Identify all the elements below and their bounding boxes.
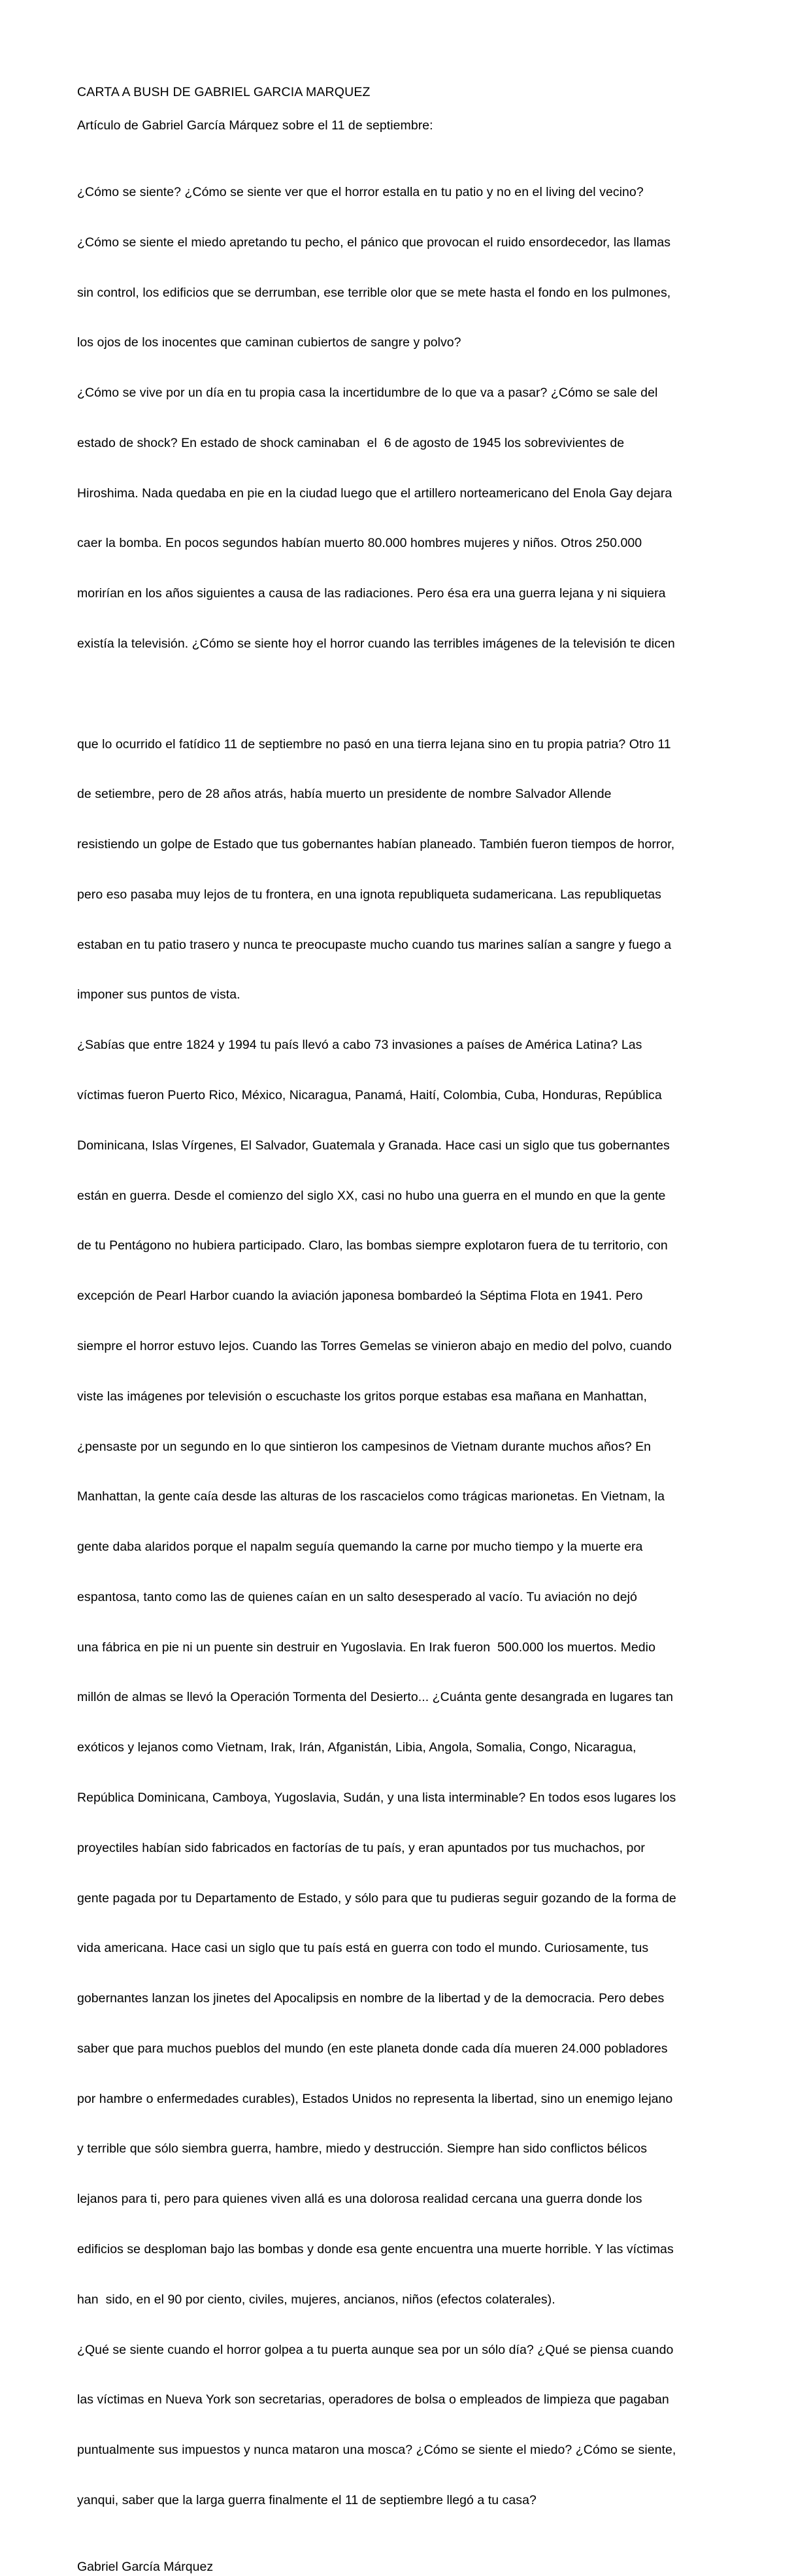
text-line: siempre el horror estuvo lejos. Cuando las Torres Gemelas se vinieron abajo en medio del polvo, cuando [77, 1338, 672, 1353]
text-line: lejanos para ti, pero para quienes viven allá es una dolorosa realidad cercana una guerra donde los [77, 2192, 642, 2207]
author-signature: Gabriel García Márquez [77, 2560, 214, 2575]
text-line: ¿Qué se siente cuando el horror golpea a tu puerta aunque sea por un sólo día? ¿Qué se piensa cuando [77, 2342, 674, 2357]
text-line: proyectiles habían sido fabricados en factorías de tu país, y eran apuntados por tus muchachos, por [77, 1840, 645, 1855]
text-line: excepción de Pearl Harbor cuando la aviación japonesa bombardeó la Séptima Flota en 1941. Pero [77, 1289, 643, 1304]
text-line: víctimas fueron Puerto Rico, México, Nicaragua, Panamá, Haití, Colombia, Cuba, Honduras, República [77, 1088, 662, 1103]
subtitle-spacer [77, 134, 734, 151]
text-line: viste las imágenes por televisión o escuchaste los gritos porque estabas esa mañana en Manhattan, [77, 1389, 648, 1404]
text-line: República Dominicana, Camboya, Yugoslavia, Sudán, y una lista interminable? En todos esos lugares los [77, 1790, 676, 1805]
text-line: gente daba alaridos porque el napalm seguía quemando la carne por mucho tiempo y la muerte era [77, 1540, 643, 1555]
text-line: morirían en los años siguientes a causa de las radiaciones. Pero ésa era una guerra lejana y ni siquiera [77, 586, 666, 601]
document-subtitle: Artículo de Gabriel García Márquez sobre el 11 de septiembre: [77, 118, 433, 133]
text-line: una fábrica en pie ni un puente sin destruir en Yugoslavia. En Irak fueron 500.000 los muertos. Medio [77, 1640, 655, 1655]
text-line: estaban en tu patio trasero y nunca te preocupaste mucho cuando tus marines salían a sangre y fuego a [77, 937, 672, 952]
text-line: sin control, los edificios que se derrumban, ese terrible olor que se mete hasta el fondo en los pulmones, [77, 285, 671, 300]
paragraph-spacer [77, 686, 734, 703]
text-line: ¿pensaste por un segundo en lo que sintieron los campesinos de Vietnam durante muchos años? En [77, 1439, 652, 1454]
text-line: por hambre o enfermedades curables), Estados Unidos no representa la libertad, sino un enemigo lejano [77, 2091, 673, 2106]
text-line: gente pagada por tu Departamento de Estado, y sólo para que tu pudieras seguir gozando de la forma de [77, 1891, 676, 1906]
text-line: espantosa, tanto como las de quienes caían en un salto desesperado al vacío. Tu aviación no dejó [77, 1589, 637, 1604]
text-line: estado de shock? En estado de shock caminaban el 6 de agosto de 1945 los sobrevivientes de [77, 435, 625, 450]
text-line: puntualmente sus impuestos y nunca mataron una mosca? ¿Cómo se siente el miedo? ¿Cómo se siente, [77, 2443, 676, 2458]
signature-spacer [77, 2543, 734, 2560]
text-line: imponer sus puntos de vista. [77, 987, 240, 1002]
text-line: Manhattan, la gente caía desde las alturas de los rascacielos como trágicas marionetas. En Vietnam, la [77, 1489, 665, 1504]
text-line: han sido, en el 90 por ciento, civiles, mujeres, ancianos, niños (efectos colaterales). [77, 2292, 555, 2307]
text-line: de tu Pentágono no hubiera participado. Claro, las bombas siempre explotaron fuera de tu territorio, con [77, 1238, 668, 1253]
text-line: Hiroshima. Nada quedaba en pie en la ciudad luego que el artillero norteamericano del Enola Gay dejara [77, 486, 672, 501]
text-line: pero eso pasaba muy lejos de tu frontera, en una ignota republiqueta sudamericana. Las republiquetas [77, 887, 661, 902]
text-line: millón de almas se llevó la Operación Tormenta del Desierto... ¿Cuánta gente desangrada en lugares tan [77, 1690, 674, 1705]
body-paragraph-2 [77, 702, 734, 2542]
text-line: exóticos y lejanos como Vietnam, Irak, Irán, Afganistán, Libia, Angola, Somalia, Congo, Nicaragua, [77, 1740, 637, 1755]
text-line: caer la bomba. En pocos segundos habían muerto 80.000 hombres mujeres y niños. Otros 250.000 [77, 536, 642, 551]
text-line: existía la televisión. ¿Cómo se siente hoy el horror cuando las terribles imágenes de la televisión te dicen [77, 636, 675, 651]
document-title: CARTA A BUSH DE GABRIEL GARCIA MARQUEZ [77, 85, 371, 99]
text-line: vida americana. Hace casi un siglo que tu país está en guerra con todo el mundo. Curiosamente, tus [77, 1941, 649, 1956]
text-line: Dominicana, Islas Vírgenes, El Salvador, Guatemala y Granada. Hace casi un siglo que tus gobernantes [77, 1138, 670, 1153]
text-line: y terrible que sólo siembra guerra, hambre, miedo y destrucción. Siempre han sido conflictos bélicos [77, 2141, 648, 2156]
text-line: gobernantes lanzan los jinetes del Apocalipsis en nombre de la libertad y de la democracia. Pero debes [77, 1991, 665, 2006]
text-line: ¿Sabías que entre 1824 y 1994 tu país llevó a cabo 73 invasiones a países de América Latina? Las [77, 1038, 642, 1053]
text-line: ¿Cómo se siente? ¿Cómo se siente ver que el horror estalla en tu patio y no en el living del vecino? [77, 184, 644, 199]
text-line: ¿Cómo se siente el miedo apretando tu pecho, el pánico que provocan el ruido ensordecedor, las llamas [77, 235, 671, 250]
text-line: están en guerra. Desde el comienzo del siglo XX, casi no hubo una guerra en el mundo en que la gente [77, 1188, 666, 1203]
body-paragraph-1 [77, 151, 734, 686]
text-line: edificios se desploman bajo las bombas y donde esa gente encuentra una muerte horrible. Y las víctimas [77, 2242, 674, 2256]
text-line: resistiendo un golpe de Estado que tus gobernantes habían planeado. También fueron tiempos de horror, [77, 837, 675, 852]
text-line: que lo ocurrido el fatídico 11 de septiembre no pasó en una tierra lejana sino en tu propia patria? Otro 11 [77, 736, 671, 751]
text-line: los ojos de los inocentes que caminan cubiertos de sangre y polvo? [77, 335, 461, 350]
title-spacer [77, 101, 734, 118]
text-line: de setiembre, pero de 28 años atrás, había muerto un presidente de nombre Salvador Allende [77, 787, 612, 802]
text-line: ¿Cómo se vive por un día en tu propia casa la incertidumbre de lo que va a pasar? ¿Cómo se sale del [77, 386, 658, 401]
text-line: saber que para muchos pueblos del mundo (en este planeta donde cada día mueren 24.000 pobladores [77, 2041, 668, 2056]
text-line: las víctimas en Nueva York son secretarias, operadores de bolsa o empleados de limpieza que pagaban [77, 2392, 669, 2407]
text-line: yanqui, saber que la larga guerra finalmente el 11 de septiembre llegó a tu casa? [77, 2492, 537, 2507]
